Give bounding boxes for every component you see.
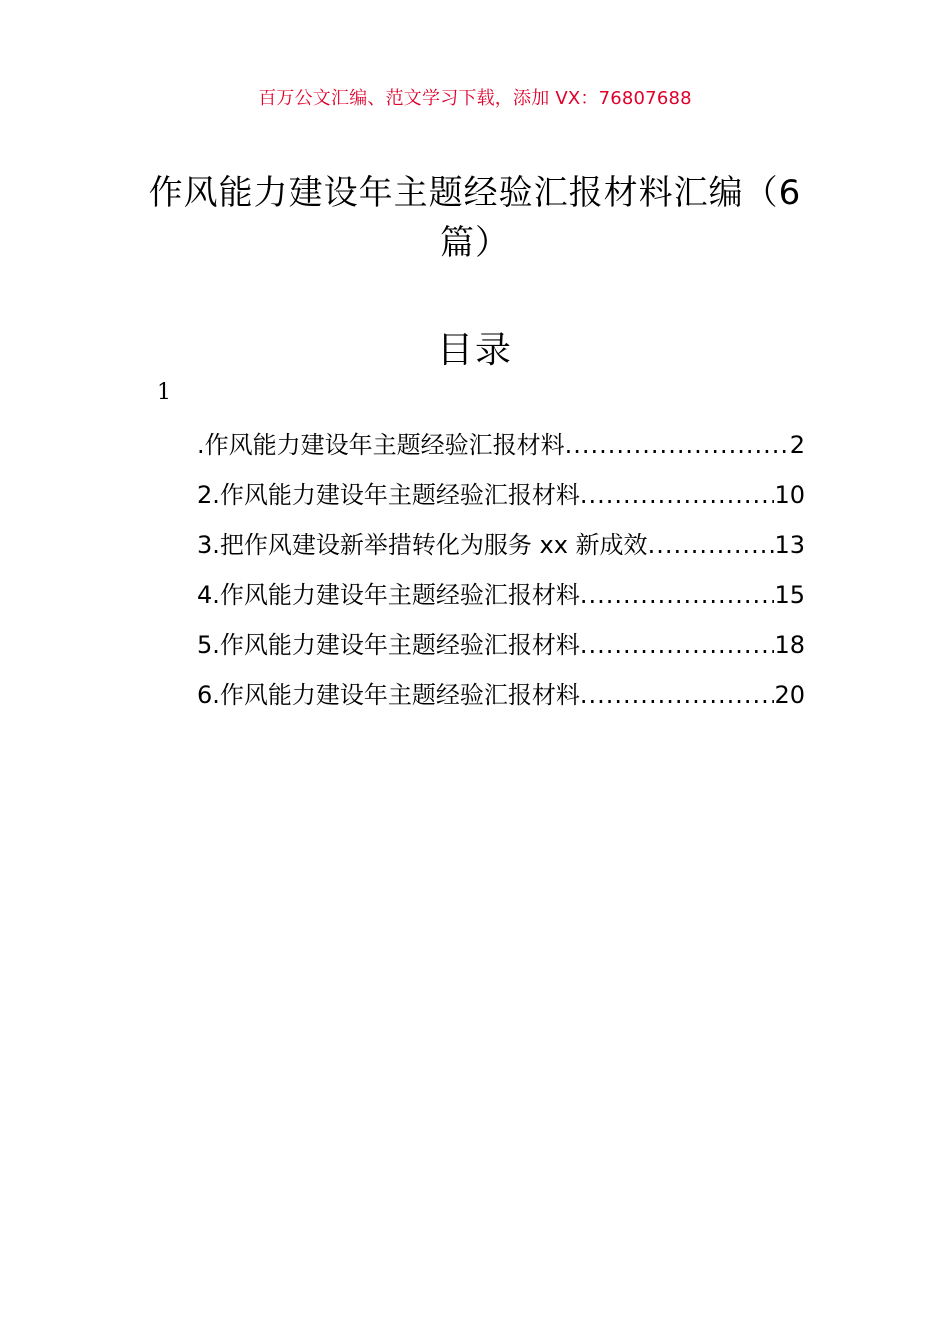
toc-entry[interactable] <box>197 470 805 520</box>
toc-entry-title: .作风能力建设年主题经验汇报材料 <box>197 431 565 459</box>
toc-entry-page: 10 <box>774 481 805 509</box>
document-title: 作风能力建设年主题经验汇报材料汇编（6篇） <box>148 173 802 263</box>
toc-entry-title: 3.把作风建设新举措转化为服务 xx 新成效 <box>197 531 648 559</box>
toc-leader-dots <box>580 670 775 720</box>
toc-entry-page: 18 <box>774 631 805 659</box>
toc-entry-page: 13 <box>774 531 805 559</box>
toc-entry[interactable] <box>197 570 805 620</box>
toc-leader-dots <box>648 520 775 570</box>
header-note: 百万公文汇编、范文学习下载，添加 VX：76807688 <box>258 88 692 109</box>
toc-entry-page: 2 <box>789 431 805 459</box>
table-of-contents <box>197 420 805 720</box>
toc-entry-page: 15 <box>774 581 805 609</box>
toc-entry-title: 5.作风能力建设年主题经验汇报材料 <box>197 631 580 659</box>
toc-leader-dots <box>580 620 775 670</box>
toc-entry-title: 2.作风能力建设年主题经验汇报材料 <box>197 481 580 509</box>
toc-entry[interactable] <box>197 670 805 720</box>
toc-leader-dots <box>580 470 775 520</box>
toc-heading: 目录 <box>436 330 513 371</box>
toc-entry-page: 20 <box>774 681 805 709</box>
toc-leader-dots <box>580 570 775 620</box>
toc-entry-title: 4.作风能力建设年主题经验汇报材料 <box>197 581 580 609</box>
toc-entry[interactable] <box>197 620 805 670</box>
toc-entry[interactable] <box>197 420 805 470</box>
stray-number: 1 <box>157 380 171 405</box>
toc-entry-title: 6.作风能力建设年主题经验汇报材料 <box>197 681 580 709</box>
toc-entry[interactable] <box>197 520 805 570</box>
toc-leader-dots <box>565 420 790 470</box>
